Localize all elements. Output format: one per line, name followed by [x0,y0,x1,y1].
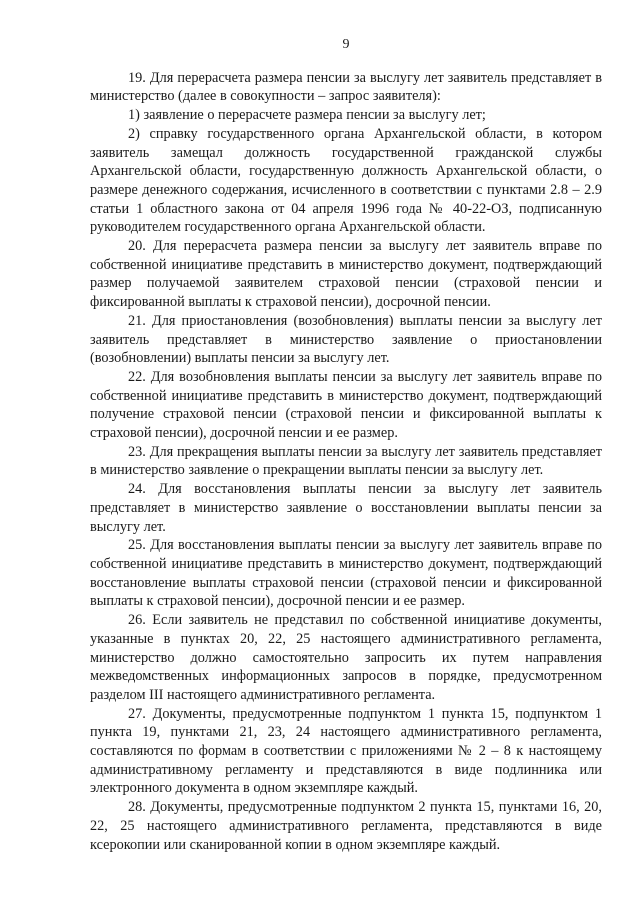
page-number: 9 [342,37,350,52]
paragraph-19-item-1: 1) заявление о перерасчете размера пенсии за выслугу лет; [128,107,486,124]
paragraph-19-item-2: 2) справку государственного органа Архангельской области, в котором заявитель замещал должность государственной гражданской службы Архангельской области, государственную должность Архангельской области, о размере денежного содержания, исчисленного в соответствии с пунктами 2.8 – 2.9 статьи 1 областного закона от 04 апреля 1996 года № 40-22-ОЗ, подписанную руководителем государственного органа Архангельской области. [90,125,602,236]
paragraph-23: 23. Для прекращения выплаты пенсии за выслугу лет заявитель представляет в министерство заявление о прекращении выплаты пенсии за выслугу лет. [90,443,602,479]
paragraph-20: 20. Для перерасчета размера пенсии за выслугу лет заявитель вправе по собственной инициативе представить в министерство документ, подтверждающий размер получаемой заявителем страховой пенсии (страховой пенсии и фиксированной выплаты к страховой пенсии), досрочной пенсии. [90,238,602,311]
paragraph-28: 28. Документы, предусмотренные подпунктом 2 пункта 15, пунктами 16, 20, 22, 25 настоящего административного регламента, представляются в виде ксерокопии или сканированной копии в одном экземпляре каждый. [90,799,602,853]
paragraph-22: 22. Для возобновления выплаты пенсии за выслугу лет заявитель вправе по собственной инициативе представить в министерство документ, подтверждающий получение страховой пенсии (страховой пенсии и фиксированной выплаты к страховой пенсии), досрочной пенсии и ее размер. [90,368,602,442]
paragraph-19: 19. Для перерасчета размера пенсии за выслугу лет заявитель представляет в министерство (далее в совокупности – запрос заявителя): [90,69,602,105]
paragraph-24: 24. Для восстановления выплаты пенсии за выслугу лет заявитель представляет в министерство заявление о восстановлении выплаты пенсии за выслугу лет. [90,481,602,535]
paragraph-25: 25. Для восстановления выплаты пенсии за выслугу лет заявитель вправе по собственной инициативе представить в министерство документ, подтверждающий восстановление выплаты страховой пенсии (страховой пенсии и фиксированной выплаты к страховой пенсии), досрочной пенсии и ее размер. [90,537,602,610]
paragraph-26: 26. Если заявитель не представил по собственной инициативе документы, указанные в пунктах 20, 22, 25 настоящего административного регламента, министерство должно самостоятельно запросить их путем направления межведомственных информационных запросов в порядке, предусмотренном разделом III настоящего административного регламента. [90,612,602,703]
paragraph-27: 27. Документы, предусмотренные подпунктом 1 пункта 15, подпунктом 1 пункта 19, пунктами 21, 23, 24 настоящего административного регламента, составляются по формам в соответствии с приложениями № 2 – 8 к настоящему административному регламенту и представляются в виде подлинника или электронного документа в одном экземпляре каждый. [90,705,602,797]
paragraph-21: 21. Для приостановления (возобновления) выплаты пенсии за выслугу лет заявитель представляет в министерство заявление о приостановлении (возобновлении) выплаты пенсии за выслугу лет. [90,312,602,367]
